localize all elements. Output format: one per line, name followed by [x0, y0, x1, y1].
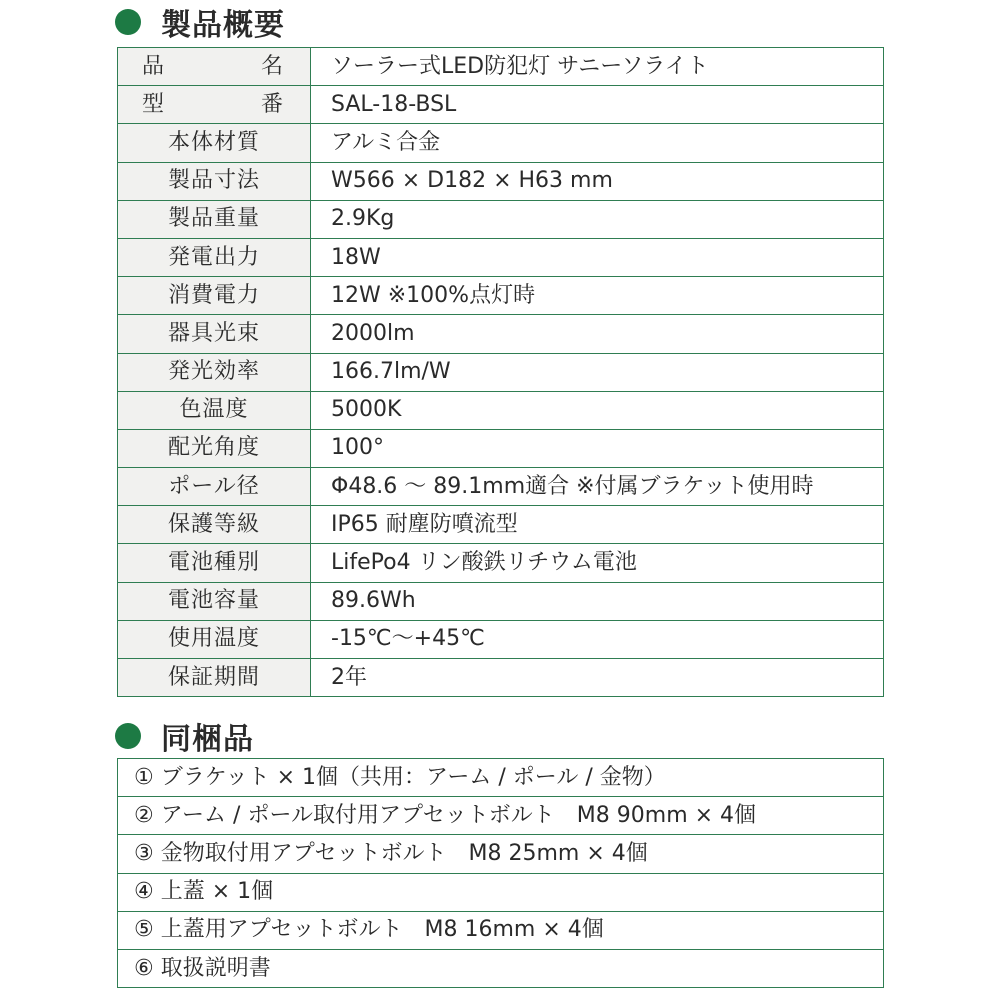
table-row	[118, 162, 884, 200]
spec-value: W566 × D182 × H63 mm	[311, 162, 884, 200]
table-row	[118, 582, 884, 620]
table-row	[118, 124, 884, 162]
spec-label: 製品寸法	[118, 162, 311, 200]
table-row	[118, 620, 884, 658]
spec-label: 本体材質	[118, 124, 311, 162]
contents-item: ③ 金物取付用アプセットボルト M8 25mm × 4個	[118, 835, 884, 873]
spec-value: LifePo4 リン酸鉄リチウム電池	[311, 544, 884, 582]
table-row	[118, 353, 884, 391]
table-row	[118, 835, 884, 873]
spec-label: 発光効率	[118, 353, 311, 391]
spec-value: 18W	[311, 238, 884, 276]
spec-value: 89.6Wh	[311, 582, 884, 620]
table-row	[118, 911, 884, 949]
table-row	[118, 873, 884, 911]
spec-value: 2000lm	[311, 315, 884, 353]
spec-label: 色温度	[118, 391, 311, 429]
table-row	[118, 949, 884, 987]
spec-value: アルミ合金	[311, 124, 884, 162]
contents-section-title: 同梱品	[161, 722, 254, 757]
spec-value: 2.9Kg	[311, 200, 884, 238]
spec-label: 電池種別	[118, 544, 311, 582]
spec-label: 電池容量	[118, 582, 311, 620]
table-row	[118, 506, 884, 544]
spec-label: 保護等級	[118, 506, 311, 544]
spec-value: IP65 耐塵防噴流型	[311, 506, 884, 544]
spec-label: 使用温度	[118, 620, 311, 658]
table-row	[118, 391, 884, 429]
contents-section-heading	[115, 716, 254, 756]
spec-label: 型 番	[118, 86, 311, 124]
spec-label: ポール径	[118, 468, 311, 506]
table-row	[118, 659, 884, 697]
spec-label: 発電出力	[118, 238, 311, 276]
green-bullet-icon	[115, 9, 141, 35]
table-row	[118, 277, 884, 315]
spec-value: ソーラー式LED防犯灯 サニーソライト	[311, 48, 884, 86]
spec-value: -15℃～+45℃	[311, 620, 884, 658]
spec-table	[117, 47, 884, 697]
green-bullet-icon	[115, 723, 141, 749]
table-row	[118, 797, 884, 835]
table-row	[118, 200, 884, 238]
spec-value: SAL-18-BSL	[311, 86, 884, 124]
spec-label: 消費電力	[118, 277, 311, 315]
contents-table	[117, 758, 884, 988]
table-row	[118, 86, 884, 124]
table-row	[118, 48, 884, 86]
spec-value: 5000K	[311, 391, 884, 429]
spec-section-heading	[115, 2, 285, 42]
spec-value: 166.7lm/W	[311, 353, 884, 391]
spec-value: 12W ※100%点灯時	[311, 277, 884, 315]
spec-label: 器具光束	[118, 315, 311, 353]
contents-item: ① ブラケット × 1個（共用：アーム / ポール / 金物）	[118, 759, 884, 797]
table-row	[118, 544, 884, 582]
table-row	[118, 238, 884, 276]
table-row	[118, 468, 884, 506]
spec-value: 2年	[311, 659, 884, 697]
table-row	[118, 315, 884, 353]
spec-section-title: 製品概要	[161, 8, 285, 43]
spec-label: 配光角度	[118, 429, 311, 467]
spec-value: Φ48.6 ～ 89.1mm適合 ※付属ブラケット使用時	[311, 468, 884, 506]
spec-label: 保証期間	[118, 659, 311, 697]
table-row	[118, 759, 884, 797]
table-row	[118, 429, 884, 467]
contents-item: ② アーム / ポール取付用アプセットボルト M8 90mm × 4個	[118, 797, 884, 835]
contents-item: ⑥ 取扱説明書	[118, 949, 884, 987]
spec-label: 製品重量	[118, 200, 311, 238]
spec-value: 100°	[311, 429, 884, 467]
contents-item: ⑤ 上蓋用アプセットボルト M8 16mm × 4個	[118, 911, 884, 949]
spec-label: 品 名	[118, 48, 311, 86]
contents-item: ④ 上蓋 × 1個	[118, 873, 884, 911]
